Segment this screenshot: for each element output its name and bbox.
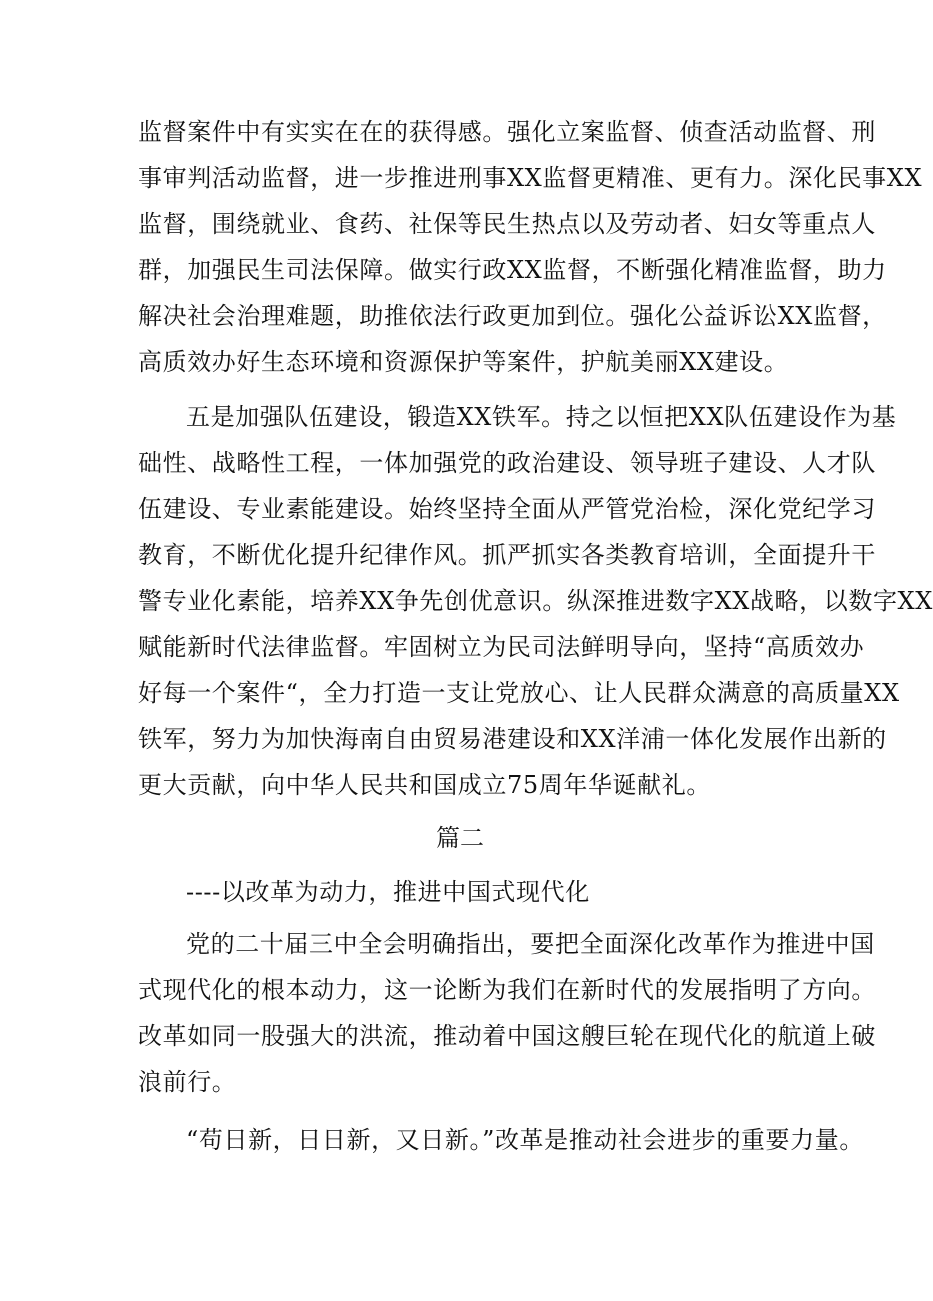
paragraph-4-line-1: “苟日新，日日新，又日新。”改革是推动社会进步的重要力量。 <box>186 1126 864 1154</box>
paragraph-2-line-2: 础性、战略性工程，一体加强党的政治建设、领导班子建设、人才队 <box>138 449 876 477</box>
section-subtitle: ----以改革为动力，推进中国式现代化 <box>186 878 590 906</box>
paragraph-2-line-7: 好每一个案件“，全力打造一支让党放心、让人民群众满意的高质量XX <box>138 679 900 707</box>
paragraph-2-line-9: 更大贡献，向中华人民共和国成立75周年华诞献礼。 <box>138 771 711 799</box>
section-title: 篇二 <box>436 824 484 852</box>
paragraph-1-line-3: 监督，围绕就业、食药、社保等民生热点以及劳动者、妇女等重点人 <box>138 210 876 238</box>
paragraph-3-line-3: 改革如同一股强大的洪流，推动着中国这艘巨轮在现代化的航道上破 <box>138 1022 876 1050</box>
paragraph-1-line-1: 监督案件中有实实在在的获得感。强化立案监督、侦查活动监督、刑 <box>138 118 876 146</box>
paragraph-2-line-8: 铁军，努力为加快海南自由贸易港建设和XX洋浦一体化发展作出新的 <box>138 725 887 753</box>
paragraph-2-line-5: 警专业化素能，培养XX争先创优意识。纵深推进数字XX战略，以数字XX <box>138 587 933 615</box>
paragraph-3-line-2: 式现代化的根本动力，这一论断为我们在新时代的发展指明了方向。 <box>138 976 876 1004</box>
paragraph-1-line-2: 事审判活动监督，进一步推进刑事XX监督更精准、更有力。深化民事XX <box>138 164 923 192</box>
paragraph-3-line-4: 浪前行。 <box>138 1068 237 1096</box>
paragraph-2-line-1: 五是加强队伍建设，锻造XX铁军。持之以恒把XX队伍建设作为基 <box>186 403 897 431</box>
paragraph-2-line-4: 教育，不断优化提升纪律作风。抓严抓实各类教育培训，全面提升干 <box>138 541 876 569</box>
paragraph-1-line-4: 群，加强民生司法保障。做实行政XX监督，不断强化精准监督，助力 <box>138 256 887 284</box>
paragraph-1-line-5: 解决社会治理难题，助推依法行政更加到位。强化公益诉讼XX监督， <box>138 302 887 330</box>
paragraph-2-line-3: 伍建设、专业素能建设。始终坚持全面从严管党治检，深化党纪学习 <box>138 495 876 523</box>
paragraph-3-line-1: 党的二十届三中全会明确指出，要把全面深化改革作为推进中国 <box>186 930 875 958</box>
paragraph-1-line-6: 高质效办好生态环境和资源保护等案件，护航美丽XX建设。 <box>138 348 789 376</box>
paragraph-2-line-6: 赋能新时代法律监督。牢固树立为民司法鲜明导向，坚持“高质效办 <box>138 633 865 661</box>
